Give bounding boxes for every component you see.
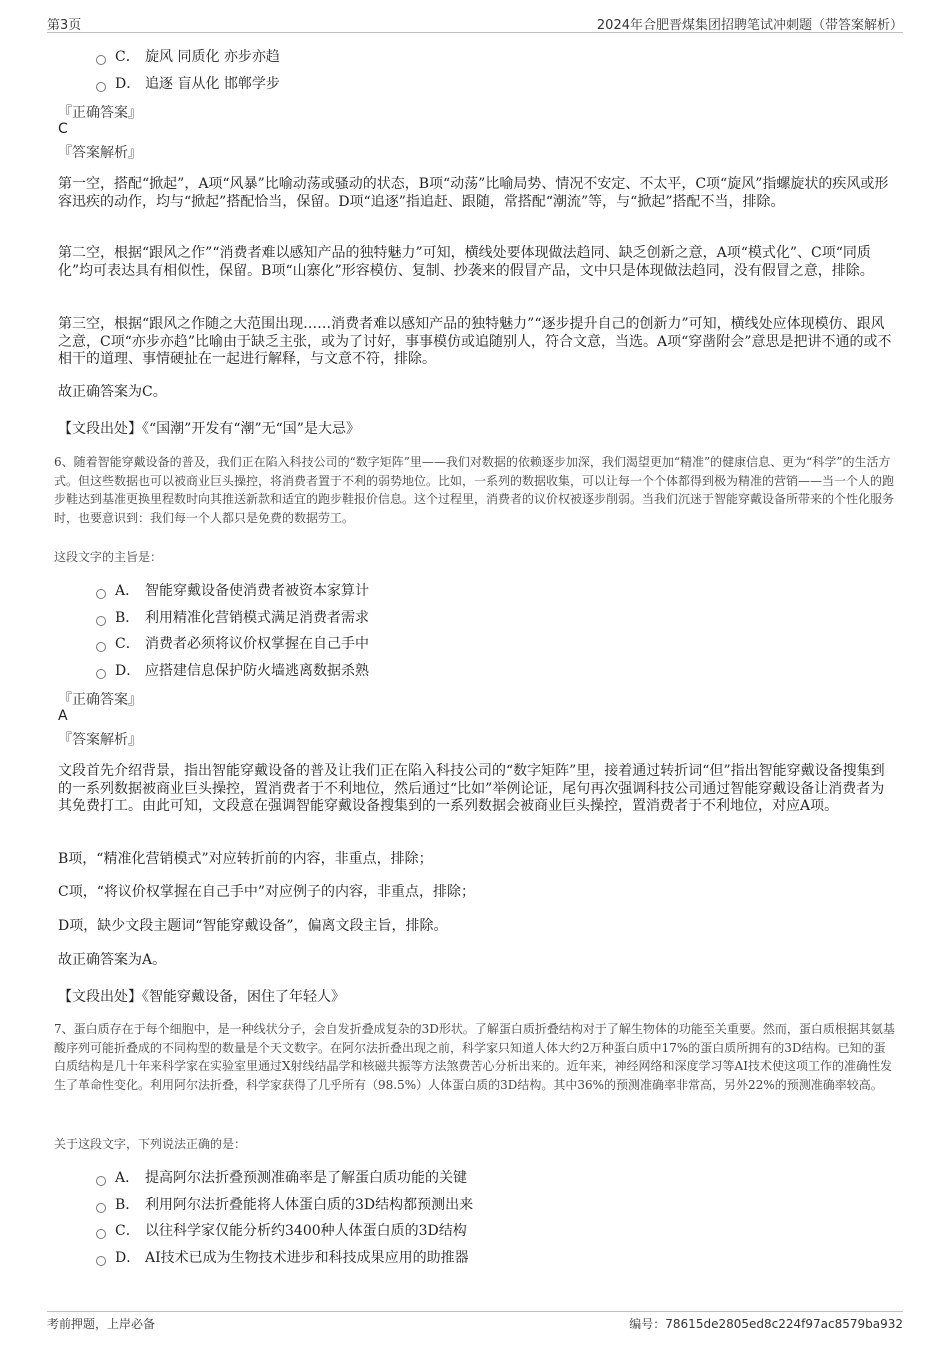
question-prompt: 这段文字的主旨是：	[54, 550, 163, 564]
radio-icon[interactable]	[96, 589, 106, 599]
analysis-paragraph: 文段首先介绍背景，指出智能穿戴设备的普及让我们正在陷入科技公司的“数字矩阵”里，接着通过转折词“但”指出智能穿戴设备搜集到的一系列数据被商业巨头操控，置消费者于不利地位，然后通过“比如”举例论证，尾句再次强调科技公司通过智能穿戴设备让消费者为其免费打工。由此可知，文段意在强调智能穿戴设备搜集到的一系列数据会被商业巨头操控，置消费者于不利地位，对应A项。	[58, 763, 885, 814]
radio-icon[interactable]	[96, 642, 106, 652]
radio-icon[interactable]	[96, 669, 106, 679]
option-d[interactable]: D． 追逐 盲从化 邯郸学步	[96, 71, 696, 98]
radio-icon[interactable]	[96, 55, 106, 65]
document-id: 编号：78615de2805ed8c224f97ac8579ba932	[629, 1317, 903, 1331]
analysis-paragraph: B项，“精准化营销模式”对应转折前的内容，非重点，排除；	[58, 851, 433, 867]
option-d[interactable]: D． AI技术已成为生物技术进步和科技成果应用的助推器	[96, 1245, 696, 1272]
page-header	[47, 14, 903, 33]
analysis-paragraph: D项，缺少文段主题词“智能穿戴设备”，偏离文段主旨，排除。	[58, 918, 448, 934]
q7-options	[96, 1165, 696, 1271]
analysis-paragraph: 第一空，搭配“掀起”，A项“风暴”比喻动荡或骚动的状态，B项“动荡”比喻局势、情况不安定、不太平，C项“旋风”指螺旋状的疾风或形容迅疾的动作，均与“掀起”搭配恰当，保留。D项“追逐”指追赶、跟随，常搭配“潮流”等，与“掀起”搭配不当，排除。	[58, 176, 889, 210]
page-number: 第3页	[47, 18, 82, 33]
option-b[interactable]: B． 利用精准化营销模式满足消费者需求	[96, 605, 696, 632]
q5-options	[96, 44, 696, 97]
option-c[interactable]: C． 消费者必须将议价权掌握在自己手中	[96, 631, 696, 658]
footer-slogan: 考前押题，上岸必备	[47, 1317, 156, 1331]
option-d[interactable]: D． 应搭建信息保护防火墙逃离数据杀熟	[96, 658, 696, 685]
radio-icon[interactable]	[96, 82, 106, 92]
answer-tag: 『正确答案』	[58, 105, 142, 121]
answer-value: A	[58, 708, 68, 724]
option-c[interactable]: C． 以往科学家仅能分析约3400种人体蛋白质的3D结构	[96, 1218, 696, 1245]
question-stem: 6、随着智能穿戴设备的普及，我们正在陷入科技公司的“数字矩阵”里——我们对数据的依赖逐步加深，我们渴望更加“精准”的健康信息、更为“科学”的生活方式。但这些数据也可以被商业巨头操控，将消费者置于不利的弱势地位。比如，一系列的数据收集，可以让每一个个体都得到极为精准的营销——当一个人的跑步鞋达到基准更换里程数时向其推送新款和适宜的跑步鞋报价信息。这个过程里，消费者的议价权被逐步削弱。当我们沉迷于智能穿戴设备所带来的个性化服务时，也要意识到：我们每一个人都只是免费的数据劳工。	[54, 455, 895, 525]
option-c[interactable]: C． 旋风 同质化 亦步亦趋	[96, 44, 696, 71]
radio-icon[interactable]	[96, 616, 106, 626]
radio-icon[interactable]	[96, 1203, 106, 1213]
radio-icon[interactable]	[96, 1229, 106, 1239]
answer-tag: 『正确答案』	[58, 692, 142, 708]
option-a[interactable]: A． 智能穿戴设备使消费者被资本家算计	[96, 578, 696, 605]
analysis-tag: 『答案解析』	[58, 145, 142, 161]
analysis-tag: 『答案解析』	[58, 732, 142, 748]
answer-value: C	[58, 121, 68, 137]
question-stem: 7、蛋白质存在于每个细胞中，是一种线状分子，会自发折叠成复杂的3D形状。了解蛋白质折叠结构对于了解生物体的功能至关重要。然而，蛋白质根据其氨基酸序列可能折叠成的不同构型的数量是个天文数字。在阿尔法折叠出现之前，科学家只知道人体大约2万种蛋白质中17%的蛋白质所拥有的3D结构。已知的蛋白质结构是几十年来科学家在实验室里通过X射线结晶学和核磁共振等方法煞费苦心分析出来的。近年来，神经网络和深度学习等AI技术使这项工作的准确性发生了革命性变化。利用阿尔法折叠，科学家获得了几乎所有（98.5%）人体蛋白质的3D结构。其中36%的预测准确率非常高，另外22%的预测准确率较高。	[54, 1022, 895, 1092]
source-citation: 【文段出处】《智能穿戴设备，困住了年轻人》	[58, 989, 345, 1005]
analysis-paragraph: C项，“将议价权掌握在自己手中”对应例子的内容，非重点，排除；	[58, 884, 476, 900]
option-a[interactable]: A． 提高阿尔法折叠预测准确率是了解蛋白质功能的关键	[96, 1165, 696, 1192]
analysis-paragraph: 第三空，根据“跟风之作随之大范围出现……消费者难以感知产品的独特魅力”“逐步提升自己的创新力”可知，横线处应体现模仿、跟风之意，C项“亦步亦趋”比喻由于缺乏主张，或为了讨好，事事模仿或追随别人，符合文意，当选。A项“穿凿附会”意思是把讲不通的或不相干的道理、事情硬扯在一起进行解释，与文意不符，排除。	[58, 316, 892, 367]
option-b[interactable]: B． 利用阿尔法折叠能将人体蛋白质的3D结构都预测出来	[96, 1192, 696, 1219]
document-title: 2024年合肥晋煤集团招聘笔试冲刺题（带答案解析）	[596, 18, 903, 33]
radio-icon[interactable]	[96, 1176, 106, 1186]
analysis-paragraph: 第二空，根据“跟风之作”“消费者难以感知产品的独特魅力”可知，横线处要体现做法趋同、缺乏创新之意，A项“模式化”、C项“同质化”均可表达具有相似性，保留。B项“山寨化”形容模仿、复制、抄袭来的假冒产品，文中只是体现做法趋同，没有假冒之意，排除。	[58, 245, 874, 279]
source-citation: 【文段出处】《“国潮”开发有“潮”无“国”是大忌》	[58, 421, 360, 437]
radio-icon[interactable]	[96, 1256, 106, 1266]
analysis-conclusion: 故正确答案为A。	[58, 952, 167, 968]
page-footer	[47, 1311, 903, 1332]
question-prompt: 关于这段文字，下列说法正确的是：	[54, 1137, 247, 1151]
analysis-conclusion: 故正确答案为C。	[58, 384, 167, 400]
q6-options	[96, 578, 696, 684]
